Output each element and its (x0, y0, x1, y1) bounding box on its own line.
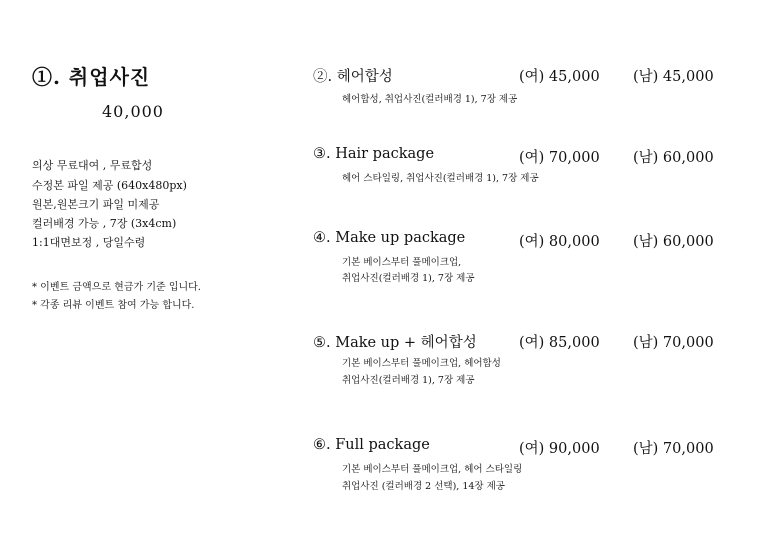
package-title: ⑥. Full package (313, 437, 430, 453)
package-title: ②. 헤어합성 (313, 69, 393, 85)
package-desc: 취업사진(컬러배경 1), 7장 제공 (342, 273, 475, 284)
feature-line: 의상 무료대여 , 무료합성 (32, 159, 153, 172)
feature-line: 수정본 파일 제공 (640x480px) (32, 179, 187, 192)
package-price-female: (여) 80,000 (519, 234, 600, 250)
main-package-price: 40,000 (102, 102, 164, 121)
main-package-title: ①. 취업사진 (32, 65, 151, 89)
package-title: ⑤. Make up + 헤어합성 (313, 335, 477, 351)
package-desc: 취업사진 (컬러배경 2 선택), 14장 제공 (342, 481, 505, 492)
package-desc: 기본 베이스부터 풀메이크업, 헤어합성 (342, 358, 501, 369)
feature-line: 원본,원본크기 파일 미제공 (32, 198, 160, 211)
feature-line: 컬러배경 가능 , 7장 (3x4cm) (32, 217, 177, 230)
note-line: * 각종 리뷰 이벤트 참여 가능 합니다. (32, 300, 195, 311)
package-price-male: (남) 70,000 (633, 335, 714, 351)
package-desc: 헤어 스타일링, 취업사진(컬러배경 1), 7장 제공 (342, 173, 539, 184)
package-price-male: (남) 60,000 (633, 234, 714, 250)
package-desc: 기본 베이스부터 풀메이크업, (342, 257, 462, 268)
package-price-male: (남) 70,000 (633, 441, 714, 457)
feature-line: 1:1대면보정 , 당일수령 (32, 236, 146, 249)
package-desc: 헤어합성, 취업사진(컬러배경 1), 7장 제공 (342, 94, 518, 105)
package-price-female: (여) 85,000 (519, 335, 600, 351)
package-title: ④. Make up package (313, 230, 466, 246)
package-desc: 기본 베이스부터 풀메이크업, 헤어 스타일링 (342, 464, 523, 475)
package-price-male: (남) 45,000 (633, 69, 714, 85)
package-price-male: (남) 60,000 (633, 150, 714, 166)
package-title: ③. Hair package (313, 146, 435, 162)
package-desc: 취업사진(컬러배경 1), 7장 제공 (342, 375, 475, 386)
note-line: * 이벤트 금액으로 현금가 기준 입니다. (32, 282, 201, 293)
package-price-female: (여) 90,000 (519, 441, 600, 457)
package-price-female: (여) 70,000 (519, 150, 600, 166)
package-price-female: (여) 45,000 (519, 69, 600, 85)
